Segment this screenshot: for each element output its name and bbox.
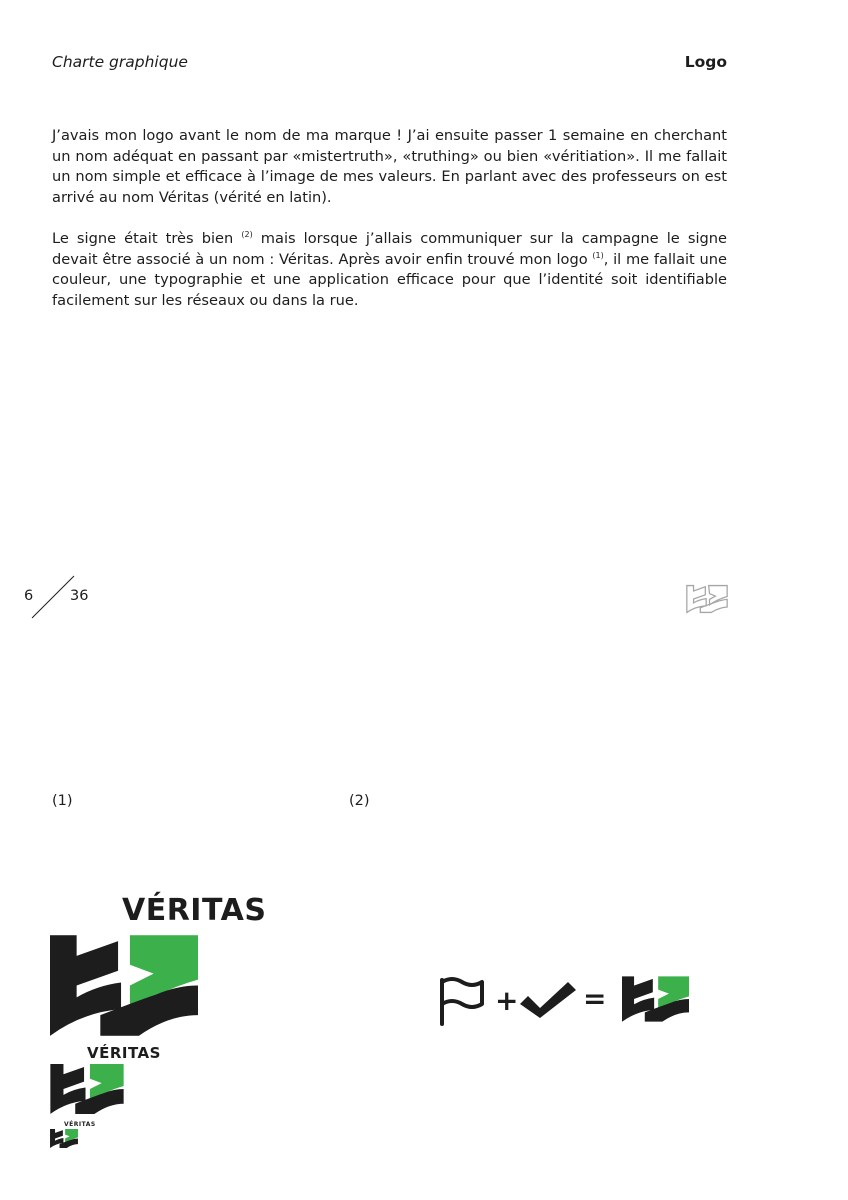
figure-label-2: (2) <box>349 793 370 809</box>
plus-sign: + <box>495 984 519 1017</box>
para2-text-b: mais lorsque j’allais communiquer sur la campagne le signe devait être associé à un nom : Véritas. Après avoir enfin trouvé mon logo <box>52 230 727 268</box>
body-paragraph-2 <box>52 229 727 311</box>
document-title: Charte graphique <box>52 53 188 71</box>
para2-text-c: , il me fallait une couleur, une typographie et une application efficace pour que l’identité soit identifiable facilement sur les réseaux ou dans la rue. <box>52 250 727 309</box>
page-number-current: 6 <box>24 588 34 604</box>
veritas-logo-small-icon <box>50 1129 78 1148</box>
veritas-logo-result-icon <box>622 976 689 1022</box>
section-title: Logo <box>684 53 727 71</box>
footnote-ref-2: (2) <box>241 230 253 239</box>
body-paragraph-1: J’avais mon logo avant le nom de ma marque ! J’ai ensuite passer 1 semaine en cherchant un nom adéquat en passant par «mistertruth», «truthing» ou bien «véritiation». Il me fallait un nom simple et efficace à l’image de mes valeurs. En parlant avec des professeurs on est arrivé au nom Véritas (vérité en latin). <box>52 127 727 206</box>
wordmark-medium: VÉRITAS <box>87 1044 161 1062</box>
check-icon <box>520 982 576 1018</box>
equals-sign: = <box>583 982 607 1015</box>
flag-icon <box>442 979 482 1024</box>
page-number-total: 36 <box>70 588 89 604</box>
veritas-logo-outline-icon <box>686 584 728 614</box>
wordmark-small: VÉRITAS <box>64 1121 96 1128</box>
veritas-logo-large-icon <box>50 935 198 1036</box>
veritas-logo-medium-icon <box>50 1064 124 1114</box>
logo-construction-equation <box>438 974 694 1028</box>
para2-text-a: Le signe était très bien <box>52 230 242 247</box>
wordmark-large: VÉRITAS <box>122 893 267 928</box>
footnote-ref-1: (1) <box>592 250 604 260</box>
figure-label-1: (1) <box>52 793 73 809</box>
